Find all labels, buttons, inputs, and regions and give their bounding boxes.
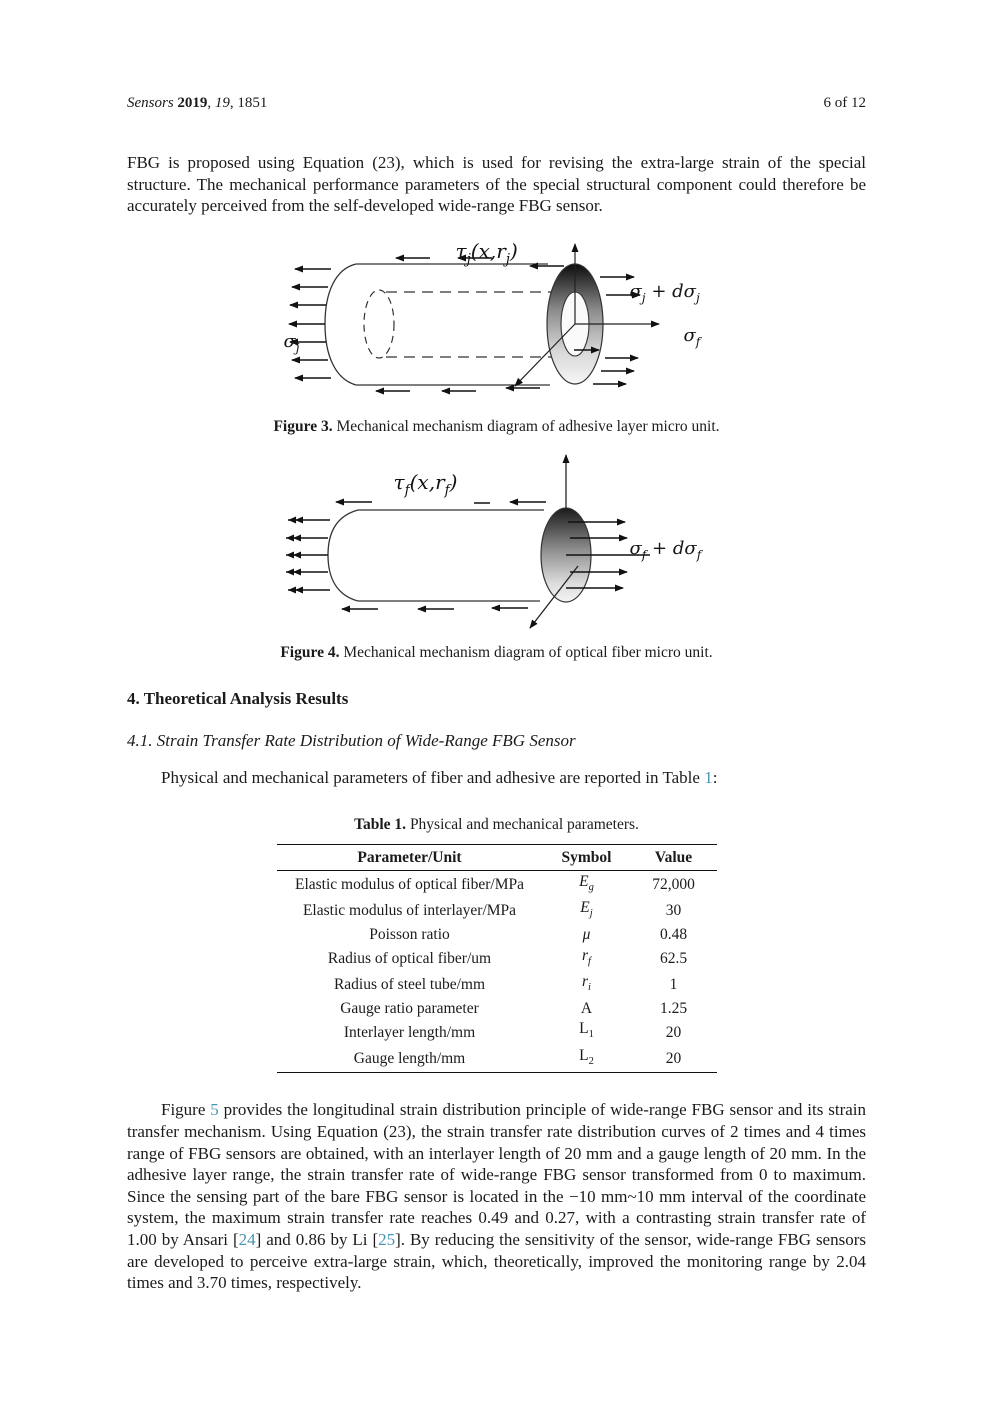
fig3-sigma-j-label: $\sigma_j$ [283,330,300,355]
col-header-value: Value [631,845,717,871]
symbol-cell: $r_i$ [582,973,591,994]
table-row [277,925,717,946]
body-paragraph-1: FBG is proposed using Equation (23), which is used for revising the extra-large strain of the special structure. The mechanical performance parameters of the special structural component could therefore be accurately perceived from the self-developed wide-range FBG sensor. [127,153,866,216]
symbol-cell: μ [582,926,591,944]
table-row [277,871,717,898]
symbol-cell: $E_j$ [580,899,593,920]
ref-link[interactable]: 24 [238,1229,256,1249]
figure-3-caption: Figure 3. Mechanical mechanism diagram of adhesive layer micro unit. [273,417,720,435]
body-paragraph-2: Physical and mechanical parameters of fiber and adhesive are reported in Table 1: [161,767,718,787]
col-header-symbol: Symbol [543,845,631,871]
value-cell: 1 [669,976,678,994]
subsection-heading-4-1: 4.1. Strain Transfer Rate Distribution of Wide-Range FBG Sensor [127,730,576,750]
param-cell: Radius of steel tube/mm [333,976,486,994]
body-paragraph-3: Figure 5 provides the longitudinal strain distribution principle of wide-range FBG sensor and its strain transfer mechanism. Using Equation (23), the strain transfer rate distribution curves of 2 times and 4 times range of FBG sensors are obtained, with an interlayer length of 20 mm and a gauge length of 20 mm. In the adhesive layer range, the strain transfer rate of wide-range FBG sensor transformed from 0 to maximum. Since the sensing part of the bare FBG sensor is located in the −10 mm~10 mm interval of the coordinate system, the maximum strain transfer rate reaches 0.49 and 0.27, with a contrasting strain transfer rate of 1.00 by Ansari [24] and 0.86 by Li [25]. By reducing the sensitivity of the sensor, wide-range FBG sensors are developed to perceive extra-large strain, which, theoretically, improved the monitoring range by 2.04 times and 3.70 times, respectively. [127,1100,866,1293]
fig3-tau-label: $\tau_j(x,r_j)$ [455,238,518,268]
value-cell: 30 [665,902,682,920]
figure-4-caption: Figure 4. Mechanical mechanism diagram of optical fiber micro unit. [280,644,713,662]
table-row [277,972,717,999]
col-header-parameter: Parameter/Unit [277,845,543,871]
section-heading-4: 4. Theoretical Analysis Results [127,688,349,708]
value-cell: 72,000 [652,875,695,893]
ref-link[interactable]: 5 [210,1100,219,1120]
fig4-tau-label: $\tau_f(x,r_f)$ [393,470,458,499]
symbol-cell: $L_2$ [579,1047,594,1068]
figure-4 [278,450,738,633]
value-cell: 20 [665,1023,682,1041]
param-cell: Poisson ratio [369,926,450,944]
symbol-cell: $r_f$ [582,946,591,967]
param-cell: Gauge ratio parameter [340,999,479,1017]
table-1 [277,844,717,1073]
table-1-caption: Table 1. Physical and mechanical parameters. [354,816,639,834]
param-cell: Radius of optical fiber/um [327,949,492,967]
param-cell: Interlayer length/mm [343,1023,476,1041]
ref-link[interactable]: 25 [378,1229,396,1249]
table-row [277,945,717,972]
param-cell: Gauge length/mm [353,1050,466,1068]
param-cell: Elastic modulus of optical fiber/MPa [294,875,524,893]
value-cell: 20 [665,1050,682,1068]
symbol-cell: A [580,999,593,1017]
table-row [277,898,717,925]
figure-3 [278,237,738,407]
page-number: 6 of 12 [823,95,866,111]
fig3-sigma-jd-label: $\sigma_j + d\sigma_j$ [629,280,700,305]
table-row [277,998,717,1019]
value-cell: 62.5 [659,949,688,967]
ref-link[interactable]: 1 [704,767,713,787]
journal-citation: Sensors 2019, 19, 1851 [127,95,268,111]
fig3-sigma-f-label: $\sigma_f$ [683,324,701,349]
table-header-row [277,845,717,871]
fig4-sigma-fd-label: $\sigma_f + d\sigma_f$ [629,538,702,563]
symbol-cell: $L_1$ [579,1020,594,1041]
table-row [277,1019,717,1046]
value-cell: 0.48 [659,926,688,944]
param-cell: Elastic modulus of interlayer/MPa [302,902,517,920]
running-head [127,95,866,112]
value-cell: 1.25 [659,999,688,1017]
symbol-cell: $E_g$ [579,872,594,893]
table-row [277,1046,717,1073]
